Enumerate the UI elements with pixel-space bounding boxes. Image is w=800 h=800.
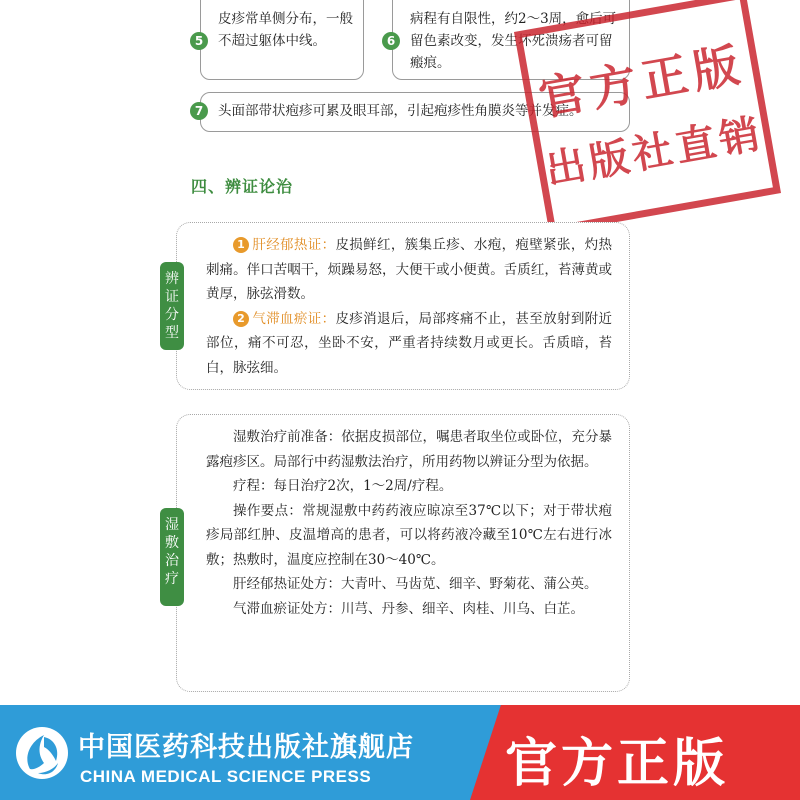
publisher-name-cn: 中国医药科技出版社旗舰店 <box>78 732 414 763</box>
tab-char: 湿 <box>165 517 179 533</box>
tab-char: 证 <box>165 289 179 305</box>
tip-number-7: 7 <box>190 102 208 120</box>
tab-char: 分 <box>165 307 179 323</box>
tab-char: 辨 <box>165 271 179 287</box>
orange-number-1: 1 <box>233 237 249 253</box>
treatment-tab <box>160 508 184 606</box>
syndrome-item-2 <box>206 307 612 381</box>
tab-char: 疗 <box>165 571 179 587</box>
tab-char: 敷 <box>165 535 179 551</box>
syndrome-tab <box>160 262 184 350</box>
treatment-paragraph: 疗程：每日治疗2次，1～2周/疗程。 <box>233 478 453 494</box>
syndrome-text-1: 皮损鲜红，簇集丘疹、水疱，疱壁紧张，灼热刺痛。伴口苦咽干，烦躁易怒，大便干或小便黄。舌质红，苔薄黄或黄厚，脉弦滑数。 <box>206 237 613 302</box>
treatment-paragraph: 湿敷治疗前准备：依据皮损部位，嘱患者取坐位或卧位，充分暴露疱疹区。局部行中药湿敷法治疗，所用药物以辨证分型为依据。 <box>206 429 612 470</box>
treatment-paragraph: 气滞血瘀证处方：川芎、丹参、细辛、肉桂、川乌、白芷。 <box>233 600 584 617</box>
treatment-paragraph: 肝经郁热证处方：大青叶、马齿苋、细辛、野菊花、蒲公英。 <box>233 576 598 592</box>
official-stamp <box>514 0 781 234</box>
tip-text-7: 头面部带状疱疹可累及眼耳部，引起疱疹性角膜炎等并发症。 <box>218 103 583 119</box>
syndrome-text-2: 皮疹消退后，局部疼痛不止，甚至放射到附近部位，痛不可忍，坐卧不安，严重者持续数月或更长。舌质暗，苔白，脉弦细。 <box>206 310 613 376</box>
syndrome-content <box>206 233 612 380</box>
treatment-content <box>206 425 612 621</box>
stamp-line-2: 出版社直销 <box>542 110 767 195</box>
tab-char: 型 <box>165 325 179 341</box>
syndrome-title-1: 肝经郁热证： <box>252 237 336 253</box>
syndrome-title-2: 气滞血瘀证： <box>252 310 336 327</box>
tip-text-6: 病程有自限性，约2～3周，愈后可留色素改变，发生坏死溃疡者可留瘢痕。 <box>410 11 617 71</box>
section-title: 四、辨证论治 <box>191 177 294 196</box>
tab-char: 治 <box>165 553 179 569</box>
tip-number-6: 6 <box>382 32 400 50</box>
treatment-paragraph: 操作要点：常规湿敷中药药液应晾凉至37℃以下；对于带状疱疹局部红肿、皮温增高的患者，可以将药液冷藏至10℃左右进行冰敷；热敷时，温度应控制在30～40℃。 <box>206 502 612 568</box>
tip-number-5: 5 <box>190 32 208 50</box>
footer-slogan: 官方正版 <box>505 734 730 794</box>
publisher-name-en: CHINA MEDICAL SCIENCE PRESS <box>80 767 372 786</box>
orange-number-2: 2 <box>233 311 249 327</box>
footer-banner <box>0 705 800 800</box>
syndrome-item-1 <box>206 233 612 307</box>
publisher-logo-icon <box>14 723 70 783</box>
tip-text-5: 皮疹常单侧分布，一般不超过躯体中线。 <box>218 11 353 49</box>
stamp-line-1: 官方正版 <box>534 36 750 127</box>
